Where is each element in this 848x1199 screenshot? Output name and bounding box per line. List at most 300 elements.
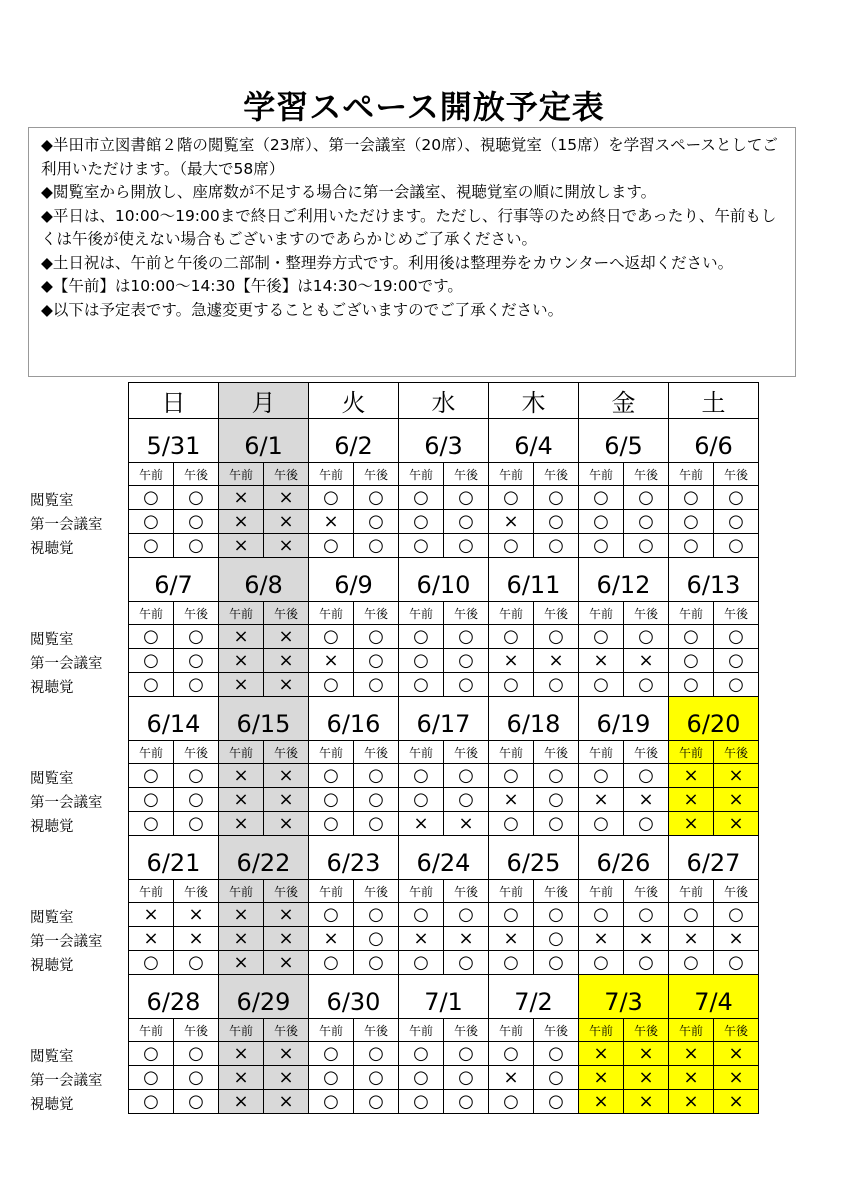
availability-cell: ○ bbox=[534, 510, 579, 534]
availability-cell: ○ bbox=[489, 951, 534, 975]
availability-cell: × bbox=[714, 812, 759, 836]
availability-cell: × bbox=[669, 764, 714, 788]
availability-cell: ○ bbox=[534, 673, 579, 697]
date-cell: 6/23 bbox=[309, 836, 399, 880]
pm-label: 午後 bbox=[624, 463, 669, 486]
availability-cell: × bbox=[264, 534, 309, 558]
availability-cell: × bbox=[444, 812, 489, 836]
availability-cell: ○ bbox=[399, 903, 444, 927]
availability-cell: ○ bbox=[579, 764, 624, 788]
availability-cell: ○ bbox=[174, 625, 219, 649]
date-cell: 6/6 bbox=[669, 419, 759, 463]
availability-row bbox=[129, 927, 759, 951]
availability-cell: ○ bbox=[399, 510, 444, 534]
session-row bbox=[129, 602, 759, 625]
date-cell: 6/11 bbox=[489, 558, 579, 602]
session-row bbox=[129, 880, 759, 903]
availability-cell: ○ bbox=[714, 951, 759, 975]
availability-row bbox=[129, 1042, 759, 1066]
availability-cell: ○ bbox=[309, 788, 354, 812]
date-cell: 6/19 bbox=[579, 697, 669, 741]
availability-cell: ○ bbox=[534, 1090, 579, 1114]
availability-cell: ○ bbox=[714, 903, 759, 927]
availability-cell: × bbox=[714, 764, 759, 788]
room-label: 視聴覚 bbox=[30, 679, 74, 696]
availability-cell: ○ bbox=[444, 1042, 489, 1066]
availability-cell: × bbox=[264, 927, 309, 951]
availability-row bbox=[129, 951, 759, 975]
availability-cell: ○ bbox=[129, 812, 174, 836]
availability-cell: × bbox=[264, 903, 309, 927]
availability-cell: × bbox=[309, 927, 354, 951]
am-label: 午前 bbox=[129, 1019, 174, 1042]
availability-cell: ○ bbox=[669, 510, 714, 534]
pm-label: 午後 bbox=[264, 602, 309, 625]
availability-cell: × bbox=[219, 1090, 264, 1114]
availability-cell: ○ bbox=[129, 534, 174, 558]
date-cell: 6/17 bbox=[399, 697, 489, 741]
weekday-header: 水 bbox=[399, 383, 489, 419]
date-cell: 6/25 bbox=[489, 836, 579, 880]
date-cell: 6/12 bbox=[579, 558, 669, 602]
availability-cell: ○ bbox=[534, 788, 579, 812]
availability-cell: ○ bbox=[354, 510, 399, 534]
availability-cell: ○ bbox=[354, 1090, 399, 1114]
availability-cell: ○ bbox=[354, 1042, 399, 1066]
availability-cell: ○ bbox=[399, 625, 444, 649]
am-label: 午前 bbox=[129, 741, 174, 764]
am-label: 午前 bbox=[309, 1019, 354, 1042]
availability-cell: ○ bbox=[714, 534, 759, 558]
availability-cell: ○ bbox=[174, 788, 219, 812]
pm-label: 午後 bbox=[174, 463, 219, 486]
notice-line: ◆以下は予定表です。急遽変更することもございますのでご了承ください。 bbox=[41, 300, 564, 319]
availability-cell: × bbox=[264, 1066, 309, 1090]
availability-cell: ○ bbox=[309, 1066, 354, 1090]
availability-cell: ○ bbox=[444, 1066, 489, 1090]
availability-cell: × bbox=[624, 1090, 669, 1114]
date-cell: 6/15 bbox=[219, 697, 309, 741]
pm-label: 午後 bbox=[264, 1019, 309, 1042]
availability-cell: × bbox=[174, 903, 219, 927]
availability-cell: ○ bbox=[444, 788, 489, 812]
availability-cell: ○ bbox=[444, 649, 489, 673]
availability-cell: ○ bbox=[354, 1066, 399, 1090]
room-label: 閲覧室 bbox=[30, 631, 74, 648]
availability-cell: ○ bbox=[399, 534, 444, 558]
weekday-header: 木 bbox=[489, 383, 579, 419]
pm-label: 午後 bbox=[624, 1019, 669, 1042]
availability-cell: × bbox=[264, 510, 309, 534]
session-row bbox=[129, 741, 759, 764]
availability-cell: ○ bbox=[399, 649, 444, 673]
pm-label: 午後 bbox=[714, 463, 759, 486]
pm-label: 午後 bbox=[444, 741, 489, 764]
room-label: 閲覧室 bbox=[30, 909, 74, 926]
am-label: 午前 bbox=[219, 741, 264, 764]
availability-cell: × bbox=[669, 927, 714, 951]
date-cell: 6/14 bbox=[129, 697, 219, 741]
availability-row bbox=[129, 649, 759, 673]
availability-cell: × bbox=[669, 1066, 714, 1090]
pm-label: 午後 bbox=[354, 463, 399, 486]
am-label: 午前 bbox=[309, 741, 354, 764]
availability-cell: ○ bbox=[624, 625, 669, 649]
availability-cell: ○ bbox=[444, 764, 489, 788]
availability-cell: × bbox=[264, 486, 309, 510]
availability-row bbox=[129, 534, 759, 558]
availability-cell: ○ bbox=[534, 812, 579, 836]
am-label: 午前 bbox=[399, 602, 444, 625]
availability-cell: × bbox=[489, 510, 534, 534]
availability-cell: ○ bbox=[174, 486, 219, 510]
availability-cell: ○ bbox=[489, 764, 534, 788]
availability-cell: ○ bbox=[354, 927, 399, 951]
availability-cell: × bbox=[264, 1042, 309, 1066]
availability-row bbox=[129, 510, 759, 534]
availability-cell: ○ bbox=[714, 625, 759, 649]
availability-cell: ○ bbox=[174, 1042, 219, 1066]
availability-cell: × bbox=[579, 649, 624, 673]
room-label: 第一会議室 bbox=[30, 794, 103, 811]
am-label: 午前 bbox=[489, 741, 534, 764]
availability-cell: × bbox=[219, 486, 264, 510]
availability-cell: ○ bbox=[354, 788, 399, 812]
date-cell: 5/31 bbox=[129, 419, 219, 463]
availability-cell: ○ bbox=[579, 486, 624, 510]
availability-cell: ○ bbox=[444, 673, 489, 697]
notice-line: ◆平日は、10:00～19:00まで終日ご利用いただけます。ただし、行事等のため終日であったり、午前もしくは午後が使えない場合もございますのであらかじめご了承ください。 bbox=[41, 206, 777, 248]
availability-cell: ○ bbox=[309, 673, 354, 697]
date-cell: 6/3 bbox=[399, 419, 489, 463]
am-label: 午前 bbox=[669, 741, 714, 764]
am-label: 午前 bbox=[489, 1019, 534, 1042]
availability-cell: × bbox=[264, 812, 309, 836]
availability-cell: ○ bbox=[354, 951, 399, 975]
weekday-header: 月 bbox=[219, 383, 309, 419]
pm-label: 午後 bbox=[714, 880, 759, 903]
availability-cell: × bbox=[714, 927, 759, 951]
availability-cell: ○ bbox=[444, 951, 489, 975]
date-cell: 7/3 bbox=[579, 975, 669, 1019]
am-label: 午前 bbox=[219, 880, 264, 903]
availability-cell: × bbox=[264, 764, 309, 788]
availability-cell: ○ bbox=[129, 625, 174, 649]
pm-label: 午後 bbox=[444, 463, 489, 486]
pm-label: 午後 bbox=[174, 741, 219, 764]
availability-cell: × bbox=[129, 927, 174, 951]
am-label: 午前 bbox=[309, 602, 354, 625]
availability-cell: ○ bbox=[579, 534, 624, 558]
availability-cell: ○ bbox=[309, 951, 354, 975]
availability-cell: × bbox=[669, 788, 714, 812]
availability-cell: ○ bbox=[714, 649, 759, 673]
availability-cell: × bbox=[219, 673, 264, 697]
availability-cell: ○ bbox=[714, 510, 759, 534]
availability-cell: ○ bbox=[624, 534, 669, 558]
pm-label: 午後 bbox=[534, 1019, 579, 1042]
availability-row bbox=[129, 1090, 759, 1114]
availability-cell: ○ bbox=[444, 903, 489, 927]
availability-cell: × bbox=[309, 649, 354, 673]
availability-cell: ○ bbox=[174, 510, 219, 534]
am-label: 午前 bbox=[489, 463, 534, 486]
availability-cell: ○ bbox=[579, 673, 624, 697]
availability-cell: × bbox=[399, 812, 444, 836]
pm-label: 午後 bbox=[354, 1019, 399, 1042]
pm-label: 午後 bbox=[714, 1019, 759, 1042]
availability-cell: ○ bbox=[309, 1090, 354, 1114]
am-label: 午前 bbox=[669, 602, 714, 625]
room-label: 閲覧室 bbox=[30, 1048, 74, 1065]
am-label: 午前 bbox=[669, 1019, 714, 1042]
weekday-header: 金 bbox=[579, 383, 669, 419]
availability-cell: ○ bbox=[354, 812, 399, 836]
availability-cell: × bbox=[534, 649, 579, 673]
availability-row bbox=[129, 903, 759, 927]
availability-cell: ○ bbox=[354, 764, 399, 788]
notice-line: ◆半田市立図書館２階の閲覧室（23席）、第一会議室（20席）、視聴覚室（15席）を学習スペースとしてご利用いただけます。（最大で58席） bbox=[41, 136, 778, 178]
availability-cell: × bbox=[309, 510, 354, 534]
availability-row bbox=[129, 1066, 759, 1090]
date-cell: 7/1 bbox=[399, 975, 489, 1019]
availability-cell: ○ bbox=[534, 625, 579, 649]
room-label: 第一会議室 bbox=[30, 516, 103, 533]
pm-label: 午後 bbox=[624, 602, 669, 625]
availability-cell: × bbox=[219, 649, 264, 673]
availability-cell: × bbox=[264, 649, 309, 673]
date-cell: 6/4 bbox=[489, 419, 579, 463]
room-label: 第一会議室 bbox=[30, 933, 103, 950]
availability-cell: ○ bbox=[669, 486, 714, 510]
am-label: 午前 bbox=[399, 741, 444, 764]
date-row bbox=[129, 975, 759, 1019]
date-cell: 6/22 bbox=[219, 836, 309, 880]
availability-cell: ○ bbox=[489, 812, 534, 836]
availability-cell: ○ bbox=[624, 951, 669, 975]
weekday-header: 土 bbox=[669, 383, 759, 419]
availability-cell: ○ bbox=[669, 625, 714, 649]
availability-cell: ○ bbox=[129, 486, 174, 510]
availability-cell: ○ bbox=[129, 649, 174, 673]
availability-cell: × bbox=[219, 788, 264, 812]
availability-cell: × bbox=[219, 812, 264, 836]
availability-cell: ○ bbox=[129, 510, 174, 534]
room-label: 視聴覚 bbox=[30, 957, 74, 974]
am-label: 午前 bbox=[489, 880, 534, 903]
pm-label: 午後 bbox=[624, 880, 669, 903]
availability-cell: ○ bbox=[624, 673, 669, 697]
am-label: 午前 bbox=[399, 880, 444, 903]
availability-cell: × bbox=[579, 1066, 624, 1090]
availability-cell: ○ bbox=[489, 673, 534, 697]
availability-cell: ○ bbox=[309, 1042, 354, 1066]
am-label: 午前 bbox=[579, 741, 624, 764]
notice-line: ◆閲覧室から開放し、座席数が不足する場合に第一会議室、視聴覚室の順に開放します。 bbox=[41, 183, 657, 201]
date-cell: 7/4 bbox=[669, 975, 759, 1019]
availability-cell: × bbox=[444, 927, 489, 951]
availability-cell: ○ bbox=[174, 534, 219, 558]
availability-cell: ○ bbox=[309, 764, 354, 788]
date-row bbox=[129, 836, 759, 880]
availability-cell: × bbox=[489, 1066, 534, 1090]
pm-label: 午後 bbox=[264, 880, 309, 903]
availability-cell: ○ bbox=[534, 951, 579, 975]
availability-cell: ○ bbox=[399, 788, 444, 812]
availability-cell: ○ bbox=[129, 788, 174, 812]
availability-cell: ○ bbox=[534, 903, 579, 927]
pm-label: 午後 bbox=[444, 602, 489, 625]
pm-label: 午後 bbox=[444, 1019, 489, 1042]
availability-cell: ○ bbox=[129, 1066, 174, 1090]
availability-cell: × bbox=[714, 788, 759, 812]
availability-cell: ○ bbox=[174, 764, 219, 788]
am-label: 午前 bbox=[399, 1019, 444, 1042]
availability-cell: ○ bbox=[129, 673, 174, 697]
availability-cell: ○ bbox=[624, 903, 669, 927]
availability-cell: ○ bbox=[489, 625, 534, 649]
pm-label: 午後 bbox=[174, 1019, 219, 1042]
am-label: 午前 bbox=[309, 880, 354, 903]
availability-cell: × bbox=[219, 534, 264, 558]
pm-label: 午後 bbox=[174, 602, 219, 625]
availability-cell: ○ bbox=[354, 486, 399, 510]
pm-label: 午後 bbox=[354, 880, 399, 903]
availability-cell: × bbox=[579, 788, 624, 812]
availability-cell: ○ bbox=[399, 1090, 444, 1114]
date-row bbox=[129, 419, 759, 463]
availability-cell: ○ bbox=[354, 625, 399, 649]
page-title: 学習スペース開放予定表 bbox=[243, 88, 605, 126]
availability-cell: ○ bbox=[174, 1066, 219, 1090]
availability-cell: × bbox=[624, 788, 669, 812]
pm-label: 午後 bbox=[354, 741, 399, 764]
pm-label: 午後 bbox=[264, 741, 309, 764]
am-label: 午前 bbox=[309, 463, 354, 486]
date-cell: 6/26 bbox=[579, 836, 669, 880]
am-label: 午前 bbox=[399, 463, 444, 486]
availability-cell: ○ bbox=[444, 534, 489, 558]
date-cell: 6/28 bbox=[129, 975, 219, 1019]
notice-line: ◆【午前】は10:00～14:30【午後】は14:30～19:00です。 bbox=[41, 277, 463, 295]
availability-cell: × bbox=[624, 1042, 669, 1066]
availability-cell: ○ bbox=[399, 673, 444, 697]
availability-cell: ○ bbox=[624, 486, 669, 510]
availability-cell: ○ bbox=[444, 486, 489, 510]
availability-cell: ○ bbox=[624, 764, 669, 788]
date-row bbox=[129, 558, 759, 602]
availability-cell: ○ bbox=[129, 1090, 174, 1114]
availability-cell: × bbox=[489, 649, 534, 673]
pm-label: 午後 bbox=[174, 880, 219, 903]
availability-cell: × bbox=[714, 1042, 759, 1066]
availability-cell: × bbox=[129, 903, 174, 927]
availability-cell: × bbox=[624, 649, 669, 673]
date-cell: 6/21 bbox=[129, 836, 219, 880]
availability-cell: × bbox=[219, 903, 264, 927]
notice-box bbox=[28, 127, 796, 377]
availability-cell: ○ bbox=[309, 903, 354, 927]
room-label: 第一会議室 bbox=[30, 655, 103, 672]
availability-cell: × bbox=[714, 1090, 759, 1114]
availability-cell: ○ bbox=[444, 510, 489, 534]
availability-cell: ○ bbox=[399, 1042, 444, 1066]
am-label: 午前 bbox=[219, 463, 264, 486]
am-label: 午前 bbox=[579, 1019, 624, 1042]
availability-cell: × bbox=[219, 764, 264, 788]
availability-cell: ○ bbox=[444, 1090, 489, 1114]
pm-label: 午後 bbox=[444, 880, 489, 903]
am-label: 午前 bbox=[579, 602, 624, 625]
availability-cell: ○ bbox=[174, 812, 219, 836]
date-cell: 6/27 bbox=[669, 836, 759, 880]
am-label: 午前 bbox=[129, 602, 174, 625]
availability-cell: × bbox=[669, 812, 714, 836]
availability-row bbox=[129, 625, 759, 649]
availability-cell: ○ bbox=[399, 951, 444, 975]
availability-row bbox=[129, 812, 759, 836]
availability-cell: ○ bbox=[579, 903, 624, 927]
room-label: 閲覧室 bbox=[30, 770, 74, 787]
date-cell: 6/13 bbox=[669, 558, 759, 602]
session-row bbox=[129, 1019, 759, 1042]
availability-cell: ○ bbox=[174, 1090, 219, 1114]
pm-label: 午後 bbox=[624, 741, 669, 764]
availability-cell: × bbox=[219, 1042, 264, 1066]
am-label: 午前 bbox=[219, 1019, 264, 1042]
availability-cell: × bbox=[624, 927, 669, 951]
room-label: 視聴覚 bbox=[30, 818, 74, 835]
availability-cell: ○ bbox=[534, 1066, 579, 1090]
availability-cell: ○ bbox=[624, 812, 669, 836]
availability-cell: × bbox=[579, 1090, 624, 1114]
availability-cell: ○ bbox=[174, 951, 219, 975]
availability-cell: ○ bbox=[399, 486, 444, 510]
availability-cell: × bbox=[219, 625, 264, 649]
availability-cell: ○ bbox=[669, 673, 714, 697]
availability-cell: ○ bbox=[534, 534, 579, 558]
availability-cell: × bbox=[219, 951, 264, 975]
weekday-header: 火 bbox=[309, 383, 399, 419]
pm-label: 午後 bbox=[534, 741, 579, 764]
availability-cell: ○ bbox=[669, 534, 714, 558]
date-cell: 6/10 bbox=[399, 558, 489, 602]
am-label: 午前 bbox=[579, 463, 624, 486]
availability-cell: ○ bbox=[534, 486, 579, 510]
room-label: 視聴覚 bbox=[30, 540, 74, 557]
availability-cell: ○ bbox=[129, 951, 174, 975]
pm-label: 午後 bbox=[534, 602, 579, 625]
room-label: 視聴覚 bbox=[30, 1096, 74, 1113]
weekday-row bbox=[129, 383, 759, 419]
date-cell: 6/7 bbox=[129, 558, 219, 602]
availability-cell: ○ bbox=[399, 764, 444, 788]
availability-row bbox=[129, 673, 759, 697]
availability-cell: × bbox=[714, 1066, 759, 1090]
availability-cell: ○ bbox=[309, 486, 354, 510]
weekday-header: 日 bbox=[129, 383, 219, 419]
availability-cell: × bbox=[264, 1090, 309, 1114]
availability-cell: ○ bbox=[489, 1090, 534, 1114]
availability-cell: × bbox=[399, 927, 444, 951]
availability-cell: × bbox=[669, 1042, 714, 1066]
date-cell: 7/2 bbox=[489, 975, 579, 1019]
availability-cell: ○ bbox=[354, 903, 399, 927]
date-cell: 6/18 bbox=[489, 697, 579, 741]
availability-cell: ○ bbox=[354, 673, 399, 697]
availability-cell: × bbox=[219, 927, 264, 951]
availability-cell: × bbox=[174, 927, 219, 951]
